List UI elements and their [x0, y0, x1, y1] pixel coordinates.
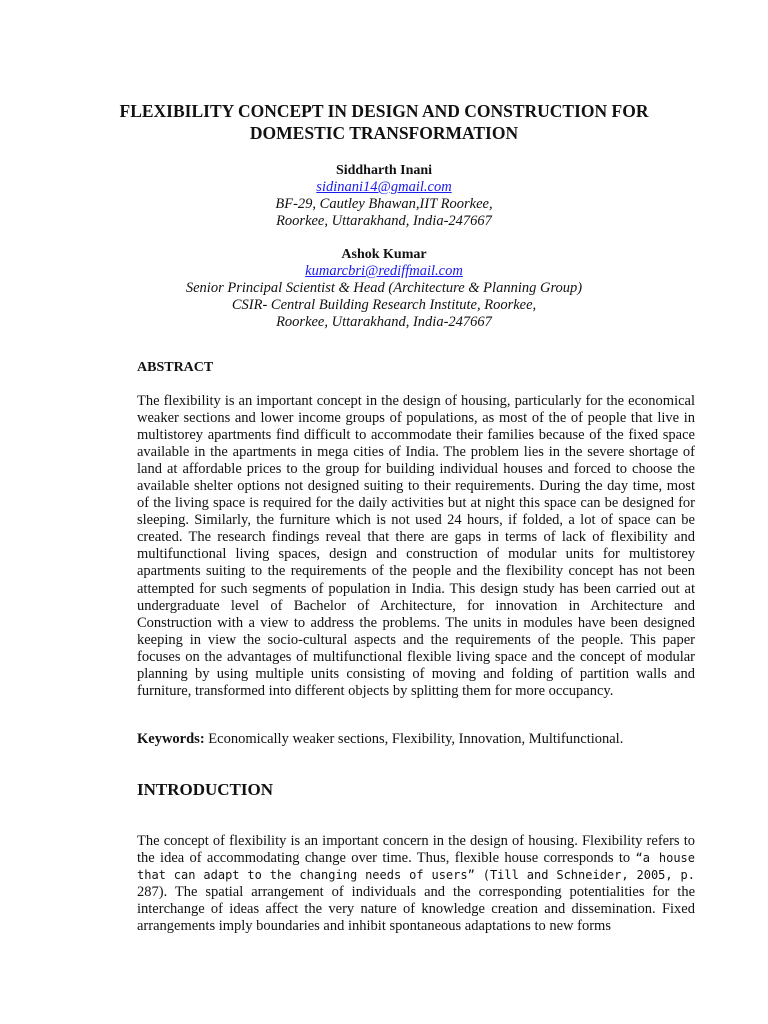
author-name: Ashok Kumar — [341, 247, 427, 262]
abstract-heading: ABSTRACT — [137, 360, 214, 375]
intro-text-start: The concept of flexibility is an important concern in the design of housing. Flexibility refers to the idea of accommodating change over time. Thus, flexible house corresponds to — [137, 833, 695, 867]
author-email-link[interactable]: kumarcbri@rediffmail.com — [305, 263, 463, 279]
paper-title — [100, 100, 668, 144]
keywords-label: Keywords: — [137, 731, 205, 747]
keywords-line — [137, 731, 695, 748]
author-email-link[interactable]: sidinani14@gmail.com — [316, 179, 452, 195]
title-line-1: FLEXIBILITY CONCEPT IN DESIGN AND CONSTRUCTION FOR — [119, 101, 649, 121]
introduction-paragraph — [137, 833, 695, 935]
keywords-text: Economically weaker sections, Flexibility, Innovation, Multifunctional. — [204, 731, 624, 747]
author-address-line: Senior Principal Scientist & Head (Architecture & Planning Group) — [185, 280, 583, 296]
intro-text-end: 287). The spatial arrangement of individuals and the corresponding potentialities for the interchange of ideas affect the very nature of knowledge creation and dissemination. Fixed arrangements imply boundaries and inhibit spontaneous adaptations to new forms — [137, 884, 695, 935]
author-name: Siddharth Inani — [335, 163, 433, 178]
title-line-2: DOMESTIC TRANSFORMATION — [249, 123, 519, 143]
author-address-line: Roorkee, Uttarakhand, India-247667 — [276, 314, 492, 330]
author-block-1 — [100, 162, 668, 230]
author-block-2 — [100, 246, 668, 331]
introduction-heading: INTRODUCTION — [137, 780, 274, 799]
abstract-paragraph: The flexibility is an important concept in the design of housing, particularly for the economical weaker sections and lower income groups of populations, as most of the of people that live in multistorey apartments find difficult to accommodate their families because of the fixed space available in the apartments in mega cities of India. The problem lies in the severe shortage of land at affordable prices to the group for building individual houses and forced to choose the available shelter options not designed suiting to their requirements. During the day time, most of the living space is required for the daily activities but at night this space can be designed for sleeping. Similarly, the furniture which is not used 24 hours, if folded, a lot of space can be created. The research findings reveal that there are gaps in terms of lack of flexibility and multifunctional living spaces, design and construction of modular units for multistorey apartments suiting to the requirements of the people and the flexibility concept has not been attempted for such segments of population in India. This design study has been carried out at undergraduate level of Bachelor of Architecture, for innovation in Architecture and Construction with a view to address the problems. The units in modules have been designed keeping in view the socio-cultural aspects and the requirements of the people. This paper focuses on the advantages of multifunctional flexible living space and the concept of modular planning by using multiple units consisting of moving and folding of partition walls and furniture, transformed into different objects by splitting them for more occupancy. — [137, 393, 695, 699]
author-address-line: Roorkee, Uttarakhand, India-247667 — [276, 213, 492, 229]
author-address-line: CSIR- Central Building Research Institute, Roorkee, — [231, 297, 537, 313]
author-address-line: BF-29, Cautley Bhawan,IIT Roorkee, — [275, 196, 493, 212]
intro-quote: “a house that can adapt to the changing needs of users” (Till and Schneider, 2005, p. — [137, 851, 695, 883]
